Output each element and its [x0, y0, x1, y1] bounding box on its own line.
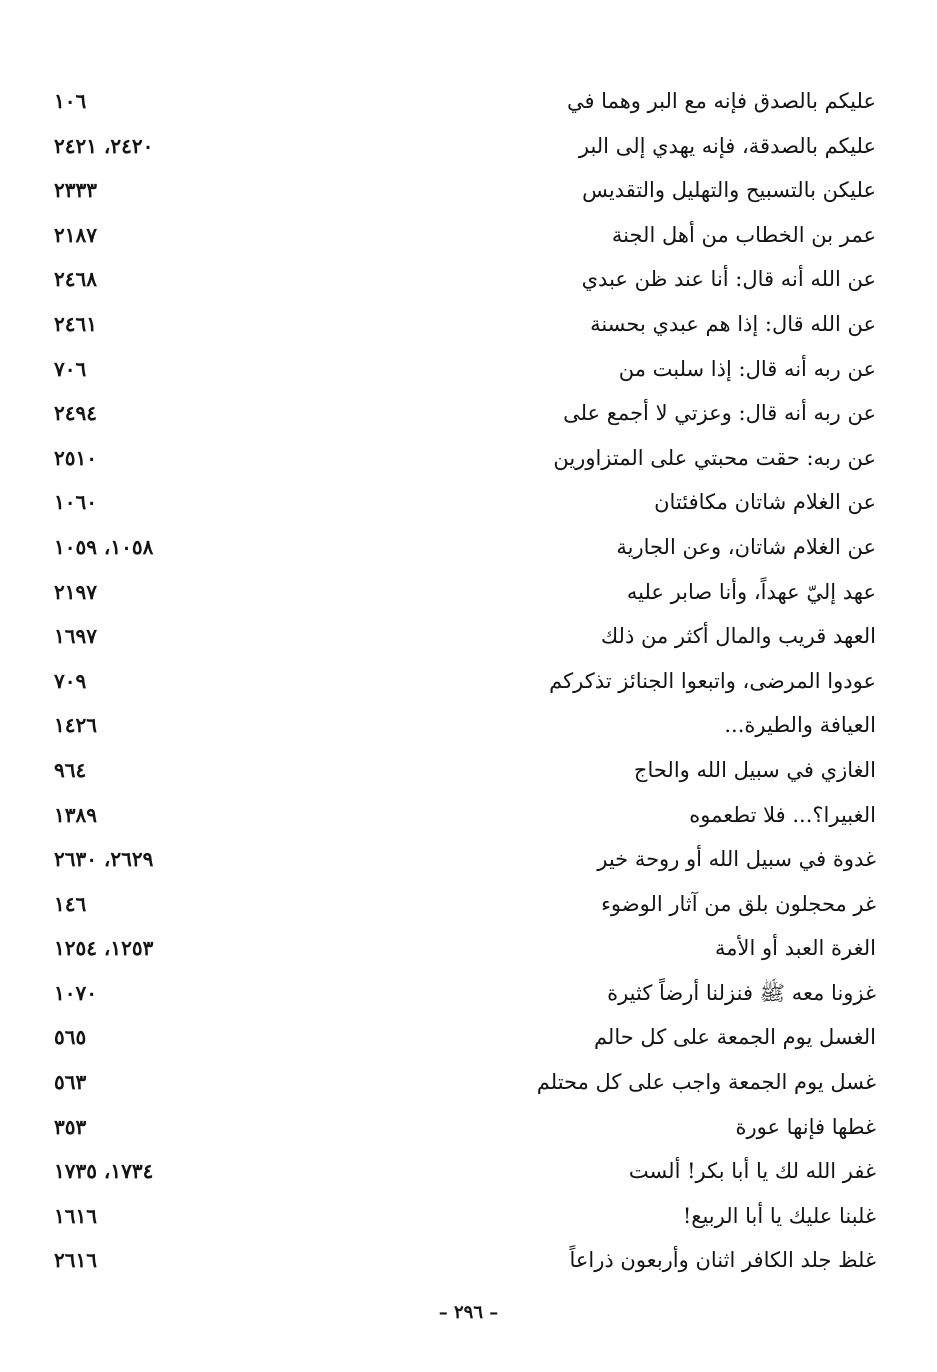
- entry-text: عودوا المرضى، واتبعوا الجنائز تذكركم: [549, 668, 876, 693]
- entry-text: عليكن بالتسبيح والتهليل والتقديس: [582, 178, 876, 203]
- entry-text: عمر بن الخطاب من أهل الجنة: [611, 222, 876, 247]
- entry-refs: ١٤٢٦: [54, 713, 97, 738]
- index-entry: [40, 837, 876, 882]
- entry-text: العهد قريب والمال أكثر من ذلك: [600, 624, 876, 649]
- entry-refs: ١٠٥٨، ١٠٥٩: [54, 534, 154, 559]
- index-entry: [40, 793, 876, 838]
- entry-text: الغسل يوم الجمعة على كل حالم: [593, 1025, 876, 1050]
- entry-text: غدوة في سبيل الله أو روحة خير: [597, 847, 876, 872]
- entry-refs: ١٠٦: [54, 89, 87, 113]
- index-entry: [40, 436, 876, 481]
- entry-refs: ٢٤٦٨: [54, 267, 97, 292]
- index-entry: [40, 1105, 876, 1150]
- entry-text: عن ربه أنه قال: وعزتي لا أجمع على: [563, 401, 876, 426]
- index-entry: [40, 124, 876, 169]
- entry-refs: ٧٠٦: [54, 356, 87, 381]
- entry-text: الغرة العبد أو الأمة: [715, 936, 876, 961]
- index-entry: [40, 257, 876, 302]
- hadith-index-list: [40, 79, 876, 1283]
- entry-text: غطها فإنها عورة: [735, 1114, 876, 1139]
- entry-refs: ٢١٨٧: [54, 222, 97, 247]
- entry-refs: ١٠٦٠: [54, 490, 97, 515]
- entry-refs: ٧٠٩: [54, 668, 87, 693]
- entry-text: غفر الله لك يا أبا بكر! ألست: [628, 1159, 876, 1184]
- entry-text: عليكم بالصدقة، فإنه يهدي إلى البر: [578, 133, 876, 158]
- entry-refs: ١٧٣٤، ١٧٣٥: [54, 1159, 154, 1184]
- entry-refs: ٥٦٣: [54, 1070, 87, 1095]
- entry-text: عهد إليّ عهداً، وأنا صابر عليه: [626, 579, 876, 604]
- entry-text: الغازي في سبيل الله والحاج: [633, 757, 876, 782]
- index-entry: [40, 213, 876, 258]
- page-number: – ٢٩٦ –: [438, 1302, 499, 1323]
- index-entry: [40, 614, 876, 659]
- entry-refs: ١٠٧٠: [54, 980, 97, 1005]
- index-entry: [40, 926, 876, 971]
- entry-text: عن الغلام شاتان مكافئتان: [654, 490, 876, 515]
- entry-refs: ١٦٩٧: [54, 624, 97, 649]
- entry-text: عن ربه: حقت محبتي على المتزاورين: [553, 445, 876, 470]
- entry-text: غسل يوم الجمعة واجب على كل محتلم: [536, 1070, 876, 1095]
- index-entry: [40, 1194, 876, 1239]
- entry-refs: ٢٤٩٤: [54, 401, 97, 426]
- entry-text: غر محجلون بلق من آثار الوضوء: [601, 891, 876, 916]
- entry-refs: ١٤٦: [54, 891, 87, 916]
- index-entry: [40, 79, 876, 124]
- index-entry: [40, 1060, 876, 1105]
- entry-text: عن ربه أنه قال: إذا سلبت من: [618, 356, 876, 381]
- index-entry: [40, 1149, 876, 1194]
- index-entry: [40, 480, 876, 525]
- entry-refs: ٥٦٥: [54, 1025, 87, 1050]
- entry-refs: ٢٣٣٣: [54, 178, 97, 203]
- index-entry: [40, 882, 876, 927]
- index-entry: [40, 748, 876, 793]
- entry-refs: ٣٥٣: [54, 1114, 87, 1139]
- entry-refs: ٢١٩٧: [54, 579, 97, 604]
- index-entry: [40, 570, 876, 615]
- index-entry: [40, 1238, 876, 1283]
- index-entry: [40, 302, 876, 347]
- entry-text: عن الله قال: إذا هم عبدي بحسنة: [590, 311, 876, 336]
- entry-refs: ٢٤٦١: [54, 311, 97, 336]
- entry-text: العيافة والطيرة...: [724, 713, 876, 738]
- entry-refs: ٢٤٢٠، ٢٤٢١: [54, 133, 154, 158]
- entry-refs: ١٣٨٩: [54, 802, 97, 827]
- entry-refs: ١٦١٦: [54, 1203, 97, 1228]
- entry-refs: ٢٦١٦: [54, 1248, 97, 1273]
- entry-text: عن الغلام شاتان، وعن الجارية: [616, 534, 876, 559]
- entry-refs: ٩٦٤: [54, 757, 87, 782]
- entry-text: عليكم بالصدق فإنه مع البر وهما في: [566, 89, 876, 113]
- index-entry: [40, 391, 876, 436]
- index-entry: [40, 168, 876, 213]
- entry-refs: ٢٥١٠: [54, 445, 97, 470]
- entry-text: عن الله أنه قال: أنا عند ظن عبدي: [581, 267, 876, 292]
- entry-text: غلبنا عليك يا أبا الربيع!: [682, 1203, 876, 1228]
- entry-refs: ١٢٥٣، ١٢٥٤: [54, 936, 154, 961]
- entry-text: غلظ جلد الكافر اثنان وأربعون ذراعاً: [569, 1248, 876, 1273]
- entry-text: غزونا معه ﷺ فنزلنا أرضاً كثيرة: [607, 980, 876, 1005]
- index-entry: [40, 971, 876, 1016]
- index-entry: [40, 659, 876, 704]
- index-entry: [40, 703, 876, 748]
- entry-refs: ٢٦٢٩، ٢٦٣٠: [54, 847, 154, 872]
- index-entry: [40, 525, 876, 570]
- index-entry: [40, 1015, 876, 1060]
- entry-text: الغبيرا؟... فلا تطعموه: [689, 802, 876, 827]
- index-entry: [40, 347, 876, 392]
